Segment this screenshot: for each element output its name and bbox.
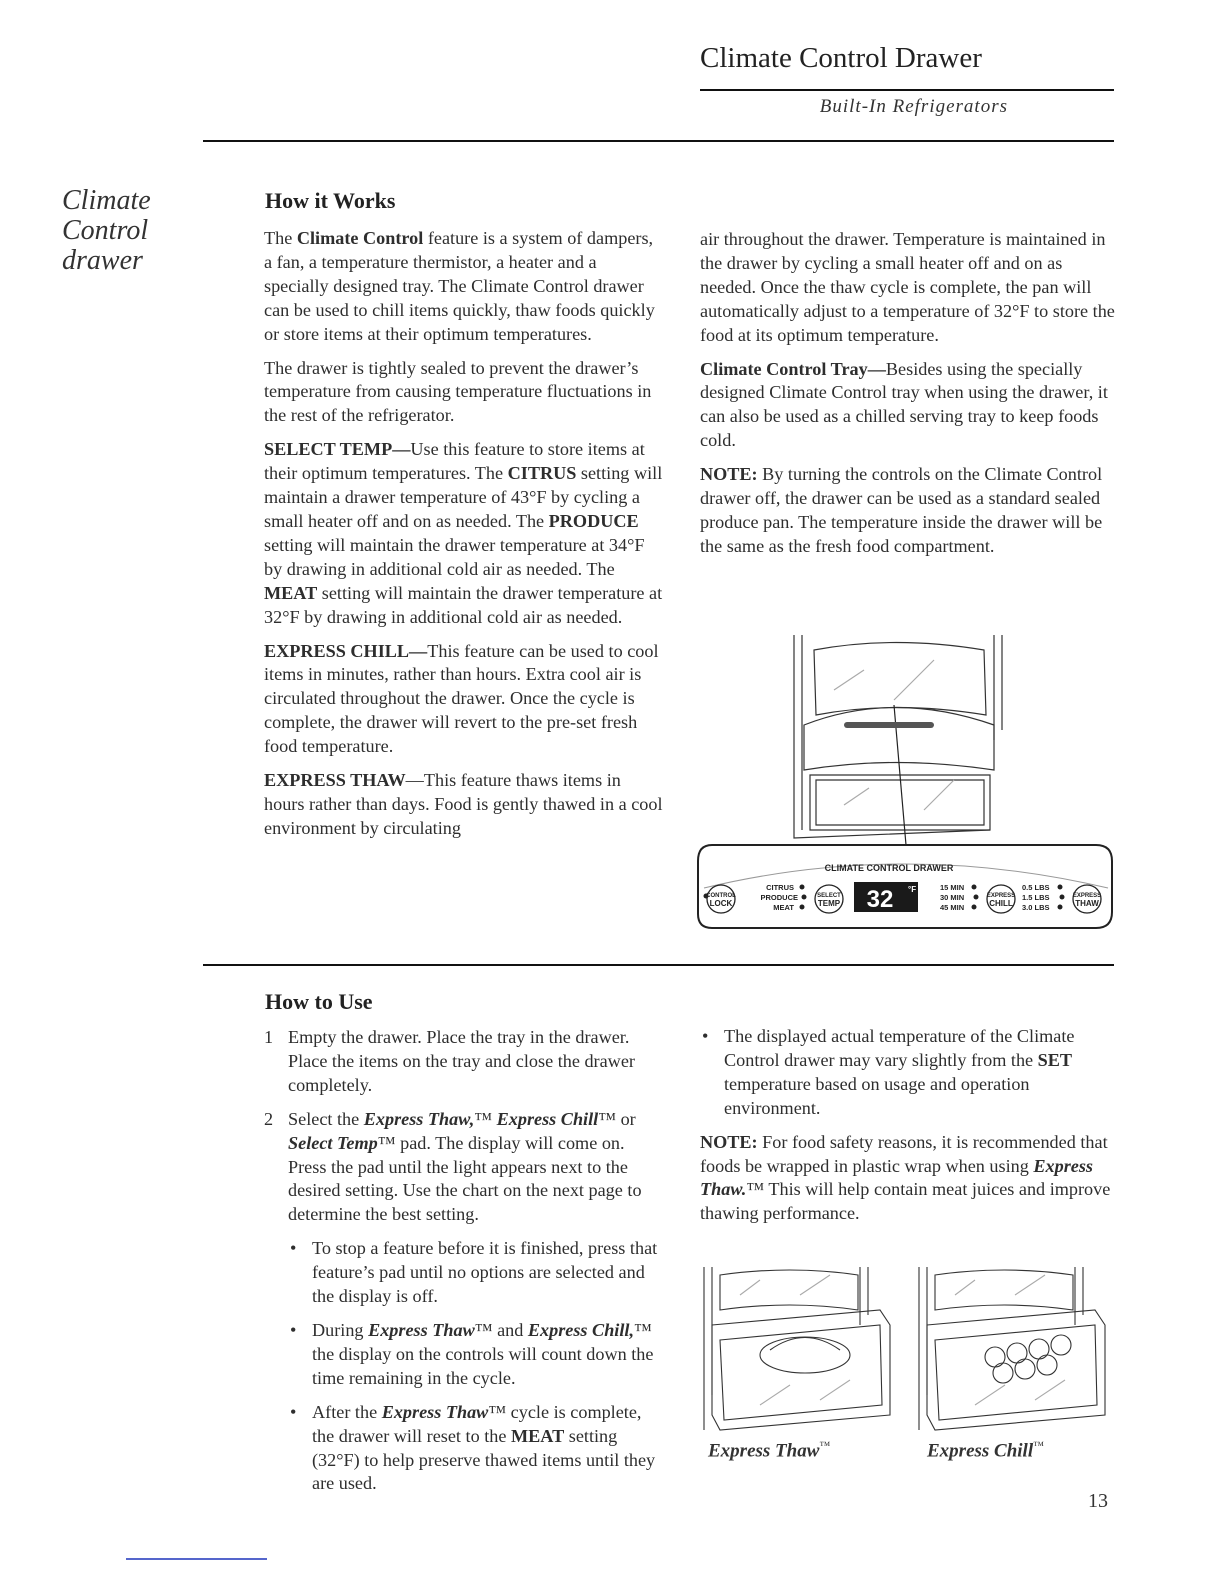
paragraph: NOTE: By turning the controls on the Climate Control drawer off, the drawer can be used as a standard sealed produce pan. The temperature inside the drawer will be the same as the fresh food compartment. bbox=[700, 464, 1103, 556]
side-label-line: drawer bbox=[62, 245, 143, 276]
bold-term: NOTE: bbox=[700, 464, 758, 485]
bullet-icon: • bbox=[290, 1319, 297, 1340]
paragraph: EXPRESS CHILL—This feature can be used to cool items in minutes, rather than hours. Extra cool air is circulated throughout the drawer. Once the cycle is complete, the drawer will revert to the pre-set fresh food temperature. bbox=[264, 640, 659, 757]
panel-title: CLIMATE CONTROL DRAWER bbox=[824, 863, 954, 873]
bullet-item: • To stop a feature before it is finished, press that feature’s pad until no options are selected and the display is off. bbox=[290, 1238, 658, 1307]
header-rule bbox=[700, 89, 1114, 91]
time-option: 45 MIN bbox=[940, 903, 965, 912]
express-chill-label: EXPRESS bbox=[986, 893, 1016, 899]
bold-term: EXPRESS THAW bbox=[264, 770, 406, 791]
weight-option: 0.5 LBS bbox=[1022, 883, 1050, 892]
temperature-display: 32 bbox=[866, 886, 894, 913]
how-to-use-heading: How to Use bbox=[265, 989, 373, 1014]
express-thaw-illustration bbox=[700, 1265, 900, 1435]
how-it-works-left-column bbox=[264, 227, 664, 851]
bullet-icon: • bbox=[290, 1401, 297, 1422]
control-lock-label: CONTROL bbox=[706, 893, 736, 899]
paragraph: SELECT TEMP—Use this feature to store items at their optimum temperatures. The CITRUS setting will maintain a drawer temperature of 43°F by cycling a small heater off and on as needed. The PRODUCE setting will maintain the drawer temperature at 34°F by drawing in additional cold air as needed. The MEAT setting will maintain the drawer temperature at 32°F by drawing in additional cold air as needed. bbox=[264, 439, 663, 627]
select-temp-label: SELECT bbox=[817, 893, 841, 899]
temperature-unit: °F bbox=[908, 885, 917, 894]
side-label-line: Climate bbox=[62, 185, 151, 216]
how-to-use-right-column bbox=[700, 1025, 1116, 1226]
paragraph: Climate Control Tray—Besides using the specially designed Climate Control tray when using the drawer, it can also be used as a chilled serving tray to keep foods cold. bbox=[700, 358, 1108, 451]
page-header-title: Climate Control Drawer bbox=[700, 42, 982, 74]
bold-term: SELECT TEMP— bbox=[264, 439, 411, 460]
express-chill-illustration bbox=[915, 1265, 1115, 1435]
express-thaw-label: THAW bbox=[1075, 899, 1099, 908]
control-lock-label: LOCK bbox=[709, 899, 733, 908]
time-option: 30 MIN bbox=[940, 893, 965, 902]
setting-produce: PRODUCE bbox=[760, 893, 798, 902]
bullet-icon: • bbox=[702, 1026, 709, 1046]
header-divider bbox=[203, 140, 1114, 142]
section-divider bbox=[203, 964, 1114, 966]
footer-link-underline[interactable] bbox=[126, 1558, 267, 1560]
step-item: 1 Empty the drawer. Place the tray in the drawer. Place the items on the tray and close the drawer completely. bbox=[264, 1027, 635, 1095]
setting-citrus: CITRUS bbox=[766, 883, 794, 892]
step-number: 2 bbox=[264, 1108, 274, 1129]
select-temp-label: TEMP bbox=[817, 899, 841, 908]
how-it-works-right-column bbox=[700, 228, 1116, 569]
time-option: 15 MIN bbox=[940, 883, 965, 892]
weight-option: 3.0 LBS bbox=[1022, 903, 1050, 912]
bold-term: Climate Control bbox=[296, 228, 424, 248]
paragraph: The drawer is tightly sealed to prevent the drawer’s temperature from causing temperature fluctuations in the rest of the refrigerator. bbox=[264, 357, 652, 426]
step-number: 1 bbox=[264, 1027, 274, 1047]
bold-term: Climate Control Tray— bbox=[700, 358, 886, 379]
paragraph: air throughout the drawer. Temperature is maintained in the drawer by cycling a small heater off and on as needed. Once the thaw cycle is complete, the pan will automatically adjust to a temperature of 32°F to store the food at its optimum temperature. bbox=[700, 229, 1115, 345]
note-paragraph: NOTE: For food safety reasons, it is recommended that foods be wrapped in plastic wrap when using Express Thaw.™ This will help contain meat juices and improve thawing performance. bbox=[700, 1131, 1111, 1224]
bullet-item: • During Express Thaw™ and Express Chill,™ the display on the controls will count down the time remaining in the cycle. bbox=[290, 1319, 654, 1388]
page-header-subtitle: Built-In Refrigerators bbox=[819, 96, 1008, 117]
express-thaw-caption: Express Thaw™ bbox=[708, 1440, 831, 1462]
bullet-item: • After the Express Thaw™ cycle is complete, the drawer will reset to the MEAT setting (32°F) to help preserve thawed items until they are used. bbox=[290, 1401, 656, 1494]
bold-term: EXPRESS CHILL— bbox=[264, 640, 428, 661]
setting-meat: MEAT bbox=[773, 903, 794, 912]
side-label-line: Control bbox=[62, 215, 149, 246]
drawer-illustration bbox=[694, 630, 1118, 942]
step-item: 2 Select the Express Thaw,™ Express Chill™ or Select Temp™ pad. The display will come on. Press the pad until the light appears next to the desired setting. Use the chart on the next page to determine the best setting. bbox=[264, 1108, 642, 1225]
paragraph: EXPRESS THAW—This feature thaws items in hours rather than days. Food is gently thawed in a cool environment by circulating bbox=[264, 770, 663, 838]
paragraph: The Climate Control feature is a system of dampers, a fan, a temperature thermistor, a heater and a specially designed tray. The Climate Control drawer can be used to chill items quickly, thaw foods quickly or store items at their optimum temperatures. bbox=[264, 228, 655, 344]
how-it-works-heading: How it Works bbox=[265, 188, 396, 213]
express-chill-label: CHILL bbox=[989, 899, 1013, 908]
bullet-icon: • bbox=[290, 1238, 297, 1259]
section-side-label bbox=[62, 186, 192, 276]
weight-option: 1.5 LBS bbox=[1022, 893, 1050, 902]
express-chill-caption: Express Chill™ bbox=[927, 1440, 1044, 1462]
how-to-use-left-column bbox=[264, 1026, 664, 1506]
express-thaw-label: EXPRESS bbox=[1072, 893, 1102, 899]
bullet-item: • The displayed actual temperature of the Climate Control drawer may vary slightly from the SET temperature based on usage and operation environment. bbox=[702, 1026, 1075, 1118]
page-number: 13 bbox=[1088, 1490, 1108, 1512]
